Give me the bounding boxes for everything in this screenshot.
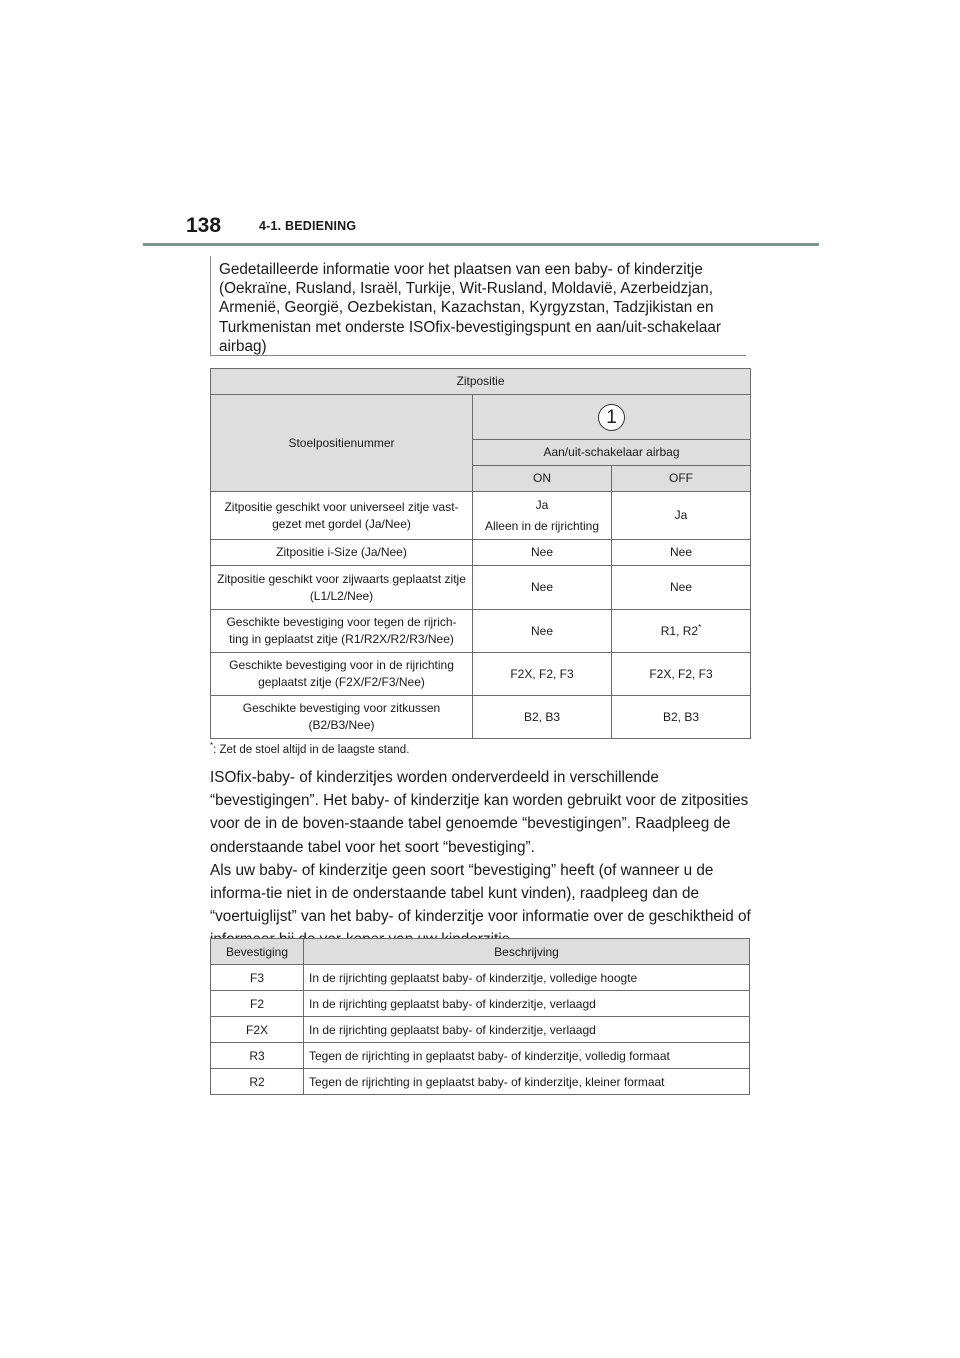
row-off-main: R1, R2: [660, 623, 699, 638]
attachment-code: R2: [211, 1069, 304, 1095]
table-row: [211, 566, 751, 610]
table-row: [211, 1017, 750, 1043]
table-row: [211, 696, 751, 739]
attachment-description: In de rijrichting geplaatst baby- of kinderzitje, volledige hoogte: [304, 965, 750, 991]
row-on-value: Nee: [473, 610, 612, 653]
row-off-value: [612, 610, 751, 653]
attachment-description: Tegen de rijrichting in geplaatst baby- of kinderzitje, volledig formaat: [304, 1043, 750, 1069]
attachment-description: Tegen de rijrichting in geplaatst baby- of kinderzitje, kleiner formaat: [304, 1069, 750, 1095]
airbag-on-header: ON: [473, 466, 612, 492]
attachment-code: F3: [211, 965, 304, 991]
intro-info-box: Gedetailleerde informatie voor het plaatsen van een baby- of kinderzitje (Oekraïne, Rusland, Israël, Turkije, Wit-Rusland, Moldavië, Azerbeidzjan, Armenië, Georgië, Oezbekistan, Kazachstan, Kyrgyzstan, Tadzjikistan en Turkmenistan met onderste ISOfix-bevestigingspunt en aan/uit-schakelaar airbag): [210, 256, 746, 356]
body-paragraph: ISOfix-baby- of kinderzitjes worden onderverdeeld in verschillende “bevestigingen”. Het baby- of kinderzitje kan worden gebruikt voor de zitposities voor de in de boven-staande tabel genoemde “bevestigingen”. Raadpleeg de onderstaande tabel voor het soort “bevestiging”.: [210, 769, 749, 856]
header-divider: [143, 243, 819, 246]
row-off-value: Nee: [612, 566, 751, 610]
table-row: [211, 1043, 750, 1069]
footnote-marker: *: [698, 622, 702, 632]
body-text: [210, 766, 755, 952]
row-label: Zitpositie i-Size (Ja/Nee): [211, 540, 473, 566]
row-off-value: B2, B3: [612, 696, 751, 739]
body-paragraph: Als uw baby- of kinderzitje geen soort “bevestiging” heeft (of wanneer u de informa-tie niet in de onderstaande tabel kunt vinden), raadpleeg dan de “voertuiglijst” van het baby- of kinderzitje voor informatie over de geschiktheid of informeer bij de ver-koper van uw kinderzitje.: [210, 861, 751, 949]
table-row: [211, 610, 751, 653]
row-off-value: Ja: [612, 492, 751, 540]
footnote-text: : Zet de stoel altijd in de laagste stand.: [213, 744, 410, 756]
row-off-value: Nee: [612, 540, 751, 566]
seat-position-header: Zitpositie: [211, 369, 751, 395]
seat-position-table: [210, 368, 751, 739]
row-on-value: [473, 492, 612, 540]
row-on-value: Nee: [473, 566, 612, 610]
row-on-note: Alleen in de rijrichting: [484, 518, 600, 533]
seat-number-circle: 1: [598, 404, 625, 431]
table-row: [211, 991, 750, 1017]
attachment-description: In de rijrichting geplaatst baby- of kinderzitje, verlaagd: [304, 1017, 750, 1043]
attachment-code: F2X: [211, 1017, 304, 1043]
table-row: [211, 653, 751, 696]
seat-number-cell: [473, 395, 751, 440]
row-label: Geschikte bevestiging voor zitkussen (B2/B3/Nee): [211, 696, 473, 739]
page-number: 138: [186, 214, 222, 237]
row-label: Geschikte bevestiging voor in de rijrichting geplaatst zitje (F2X/F2/F3/Nee): [211, 653, 473, 696]
attachment-table: [210, 938, 750, 1095]
attachment-description: In de rijrichting geplaatst baby- of kinderzitje, verlaagd: [304, 991, 750, 1017]
airbag-off-header: OFF: [612, 466, 751, 492]
row-off-value: F2X, F2, F3: [612, 653, 751, 696]
attachment-header: Bevestiging: [211, 939, 304, 965]
attachment-code: R3: [211, 1043, 304, 1069]
description-header: Beschrijving: [304, 939, 750, 965]
table-row: [211, 540, 751, 566]
attachment-code: F2: [211, 991, 304, 1017]
row-on-main: Ja: [535, 497, 549, 512]
table-row: [211, 965, 750, 991]
section-title: 4-1. BEDIENING: [259, 219, 357, 233]
row-on-value: B2, B3: [473, 696, 612, 739]
row-on-value: Nee: [473, 540, 612, 566]
row-on-value: F2X, F2, F3: [473, 653, 612, 696]
row-label: Geschikte bevestiging voor tegen de rijrich-ting in geplaatst zitje (R1/R2X/R2/R3/Nee): [211, 610, 473, 653]
footnote: [210, 741, 410, 756]
footnote-mark: *: [210, 741, 214, 751]
table-row: [211, 1069, 750, 1095]
row-label: Zitpositie geschikt voor universeel zitje vast-gezet met gordel (Ja/Nee): [211, 492, 473, 540]
seat-number-label: Stoelpositienummer: [211, 395, 473, 492]
table-row: [211, 492, 751, 540]
airbag-switch-header: Aan/uit-schakelaar airbag: [473, 440, 751, 466]
row-label: Zitpositie geschikt voor zijwaarts geplaatst zitje (L1/L2/Nee): [211, 566, 473, 610]
